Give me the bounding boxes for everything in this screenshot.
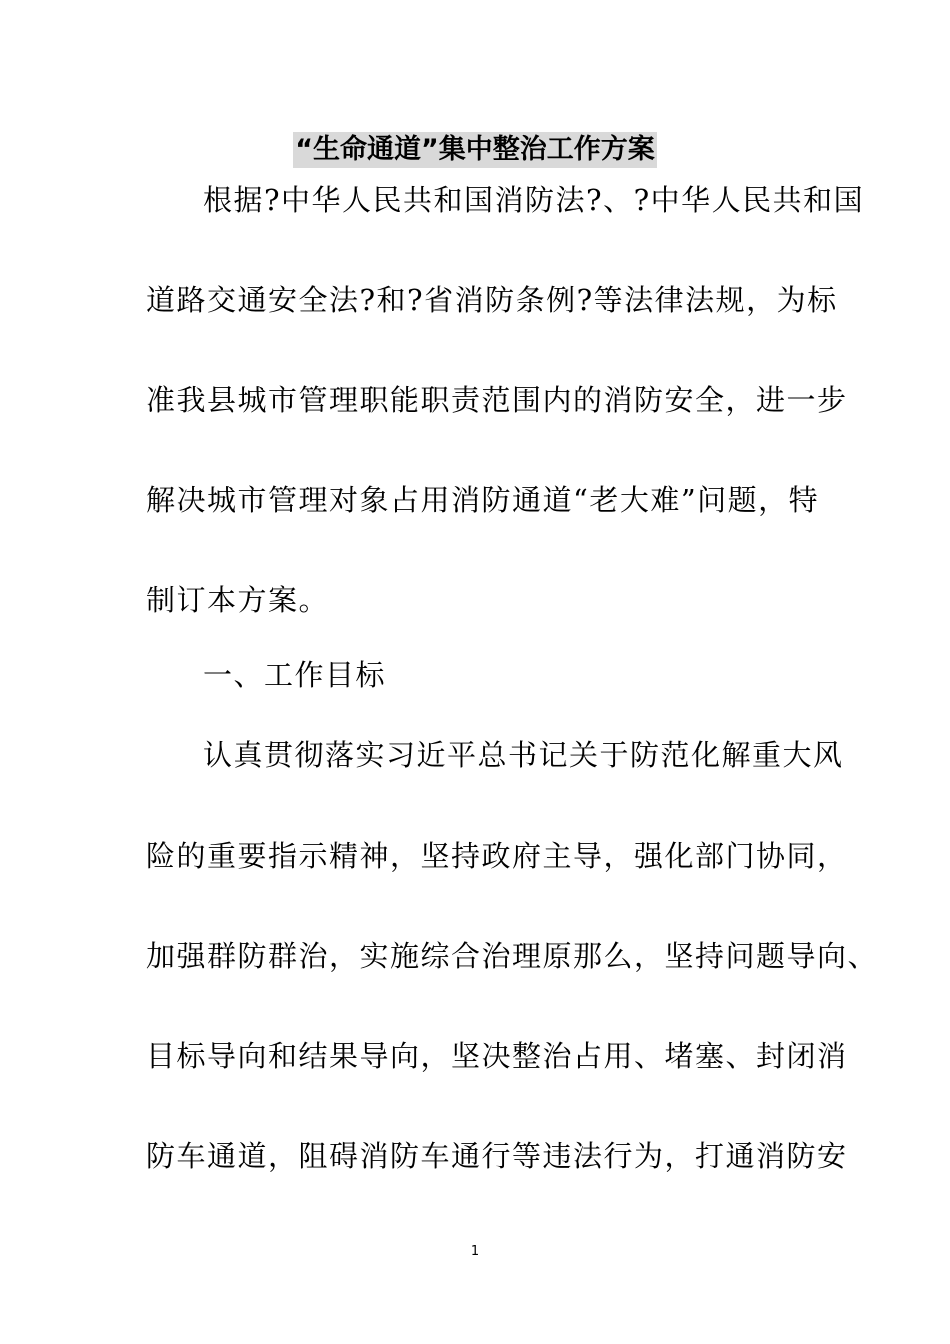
body-line: 险的重要指示精神，坚持政府主导，强化部门协同， bbox=[146, 839, 848, 873]
body-line: 防车通道，阻碍消防车通行等违法行为，打通消防安 bbox=[146, 1139, 848, 1173]
body-line: 目标导向和结果导向，坚决整治占用、堵塞、封闭消 bbox=[146, 1039, 848, 1073]
body-line: 准我县城市管理职能职责范围内的消防安全，进一步 bbox=[146, 383, 848, 417]
document-title: “生命通道”集中整治工作方案 bbox=[293, 132, 657, 168]
body-line: 制订本方案。 bbox=[146, 583, 330, 617]
title-container bbox=[0, 132, 950, 168]
body-line: 解决城市管理对象占用消防通道“老大难”问题，特 bbox=[146, 483, 820, 517]
section-heading: 一、工作目标 bbox=[203, 658, 387, 692]
body-line: 根据?中华人民共和国消防法?、?中华人民共和国 bbox=[203, 183, 865, 217]
page-number: 1 bbox=[470, 1244, 480, 1259]
body-line: 加强群防群治，实施综合治理原那么，坚持问题导向、 bbox=[146, 939, 879, 973]
body-line: 认真贯彻落实习近平总书记关于防范化解重大风 bbox=[203, 738, 844, 772]
body-line: 道路交通安全法?和?省消防条例?等法律法规，为标 bbox=[146, 283, 838, 317]
